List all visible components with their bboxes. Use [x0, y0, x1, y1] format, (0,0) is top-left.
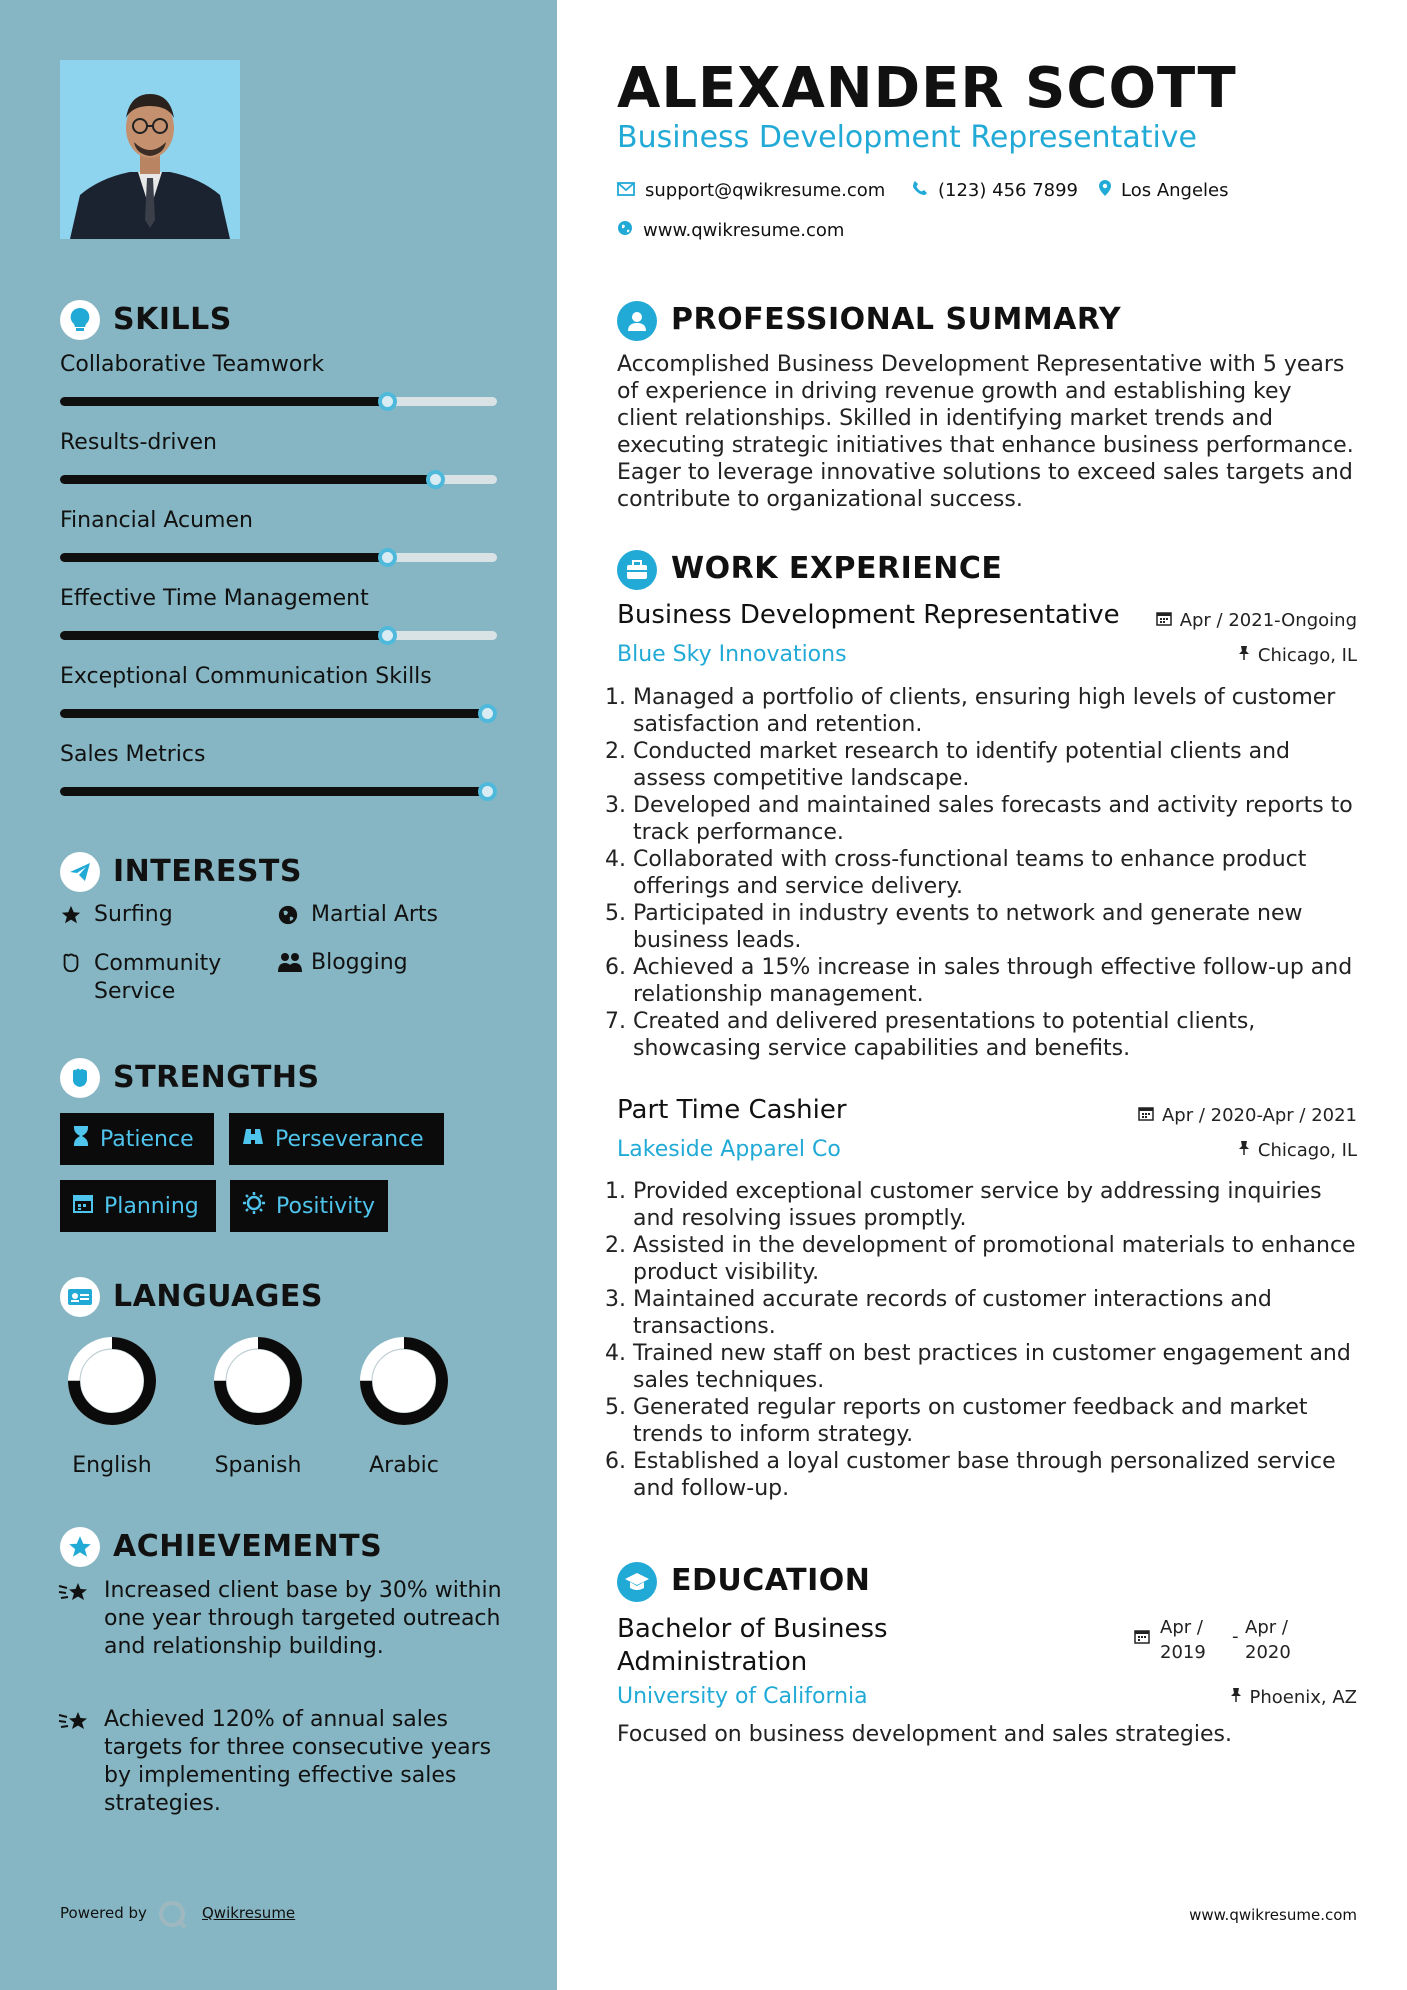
- job-dates-text: Apr / 2021-Ongoing: [1179, 610, 1357, 631]
- strength-label: Positivity: [276, 1193, 376, 1219]
- job-dates-text: Apr / 2020-Apr / 2021: [1161, 1105, 1357, 1126]
- hourglass-icon: [72, 1125, 90, 1153]
- achievements-heading: ACHIEVEMENTS: [113, 1529, 383, 1564]
- language-item: [212, 1335, 313, 1478]
- location-text: Los Angeles: [1121, 180, 1229, 201]
- skill-label: Effective Time Management: [60, 586, 369, 611]
- contact-website[interactable]: [617, 220, 844, 241]
- skill-label: Results-driven: [60, 430, 217, 455]
- job-location-text: Chicago, IL: [1257, 645, 1357, 666]
- strength-label: Planning: [104, 1193, 199, 1219]
- school-location-text: Phoenix, AZ: [1249, 1687, 1357, 1708]
- experience-heading: WORK EXPERIENCE: [671, 551, 1003, 586]
- contact-location: [1099, 180, 1229, 201]
- hand-icon: [60, 950, 84, 980]
- school-name: University of California: [617, 1684, 868, 1709]
- interest-label: Martial Arts: [311, 902, 439, 927]
- skill-bar-fill: [60, 553, 388, 562]
- education-end-date: [1245, 1615, 1291, 1665]
- main-content: [557, 0, 1407, 1990]
- contact-phone[interactable]: [912, 180, 1078, 201]
- interest-item-martial-arts: [277, 902, 517, 932]
- company-name: Lakeside Apparel Co: [617, 1137, 841, 1162]
- calendar-icon: [1156, 610, 1172, 631]
- phone-icon: [912, 180, 928, 201]
- responsibility-item: 1. Managed a portfolio of clients, ensuring high levels of customer satisfaction and retention.: [633, 684, 1369, 738]
- languages-heading: LANGUAGES: [113, 1279, 323, 1314]
- profile-photo: [60, 60, 240, 239]
- skill-bar-fill: [60, 475, 436, 484]
- job-title: Business Development Representative: [617, 600, 1120, 630]
- graduation-cap-icon: [617, 1562, 657, 1602]
- skill-label: Sales Metrics: [60, 742, 206, 767]
- paper-plane-icon: [60, 852, 100, 892]
- language-item: [66, 1335, 167, 1478]
- education-start-date: [1160, 1615, 1206, 1665]
- skill-bar-fill: [60, 397, 388, 406]
- globe-icon: [277, 902, 301, 932]
- language-label: Spanish: [214, 1453, 302, 1478]
- date-line: Apr /: [1245, 1617, 1288, 1638]
- strength-badge-planning: [60, 1180, 216, 1232]
- interest-item-blogging: [277, 950, 517, 980]
- responsibility-item: 4. Trained new staff on best practices in customer engagement and sales techniques.: [633, 1340, 1369, 1394]
- contact-email[interactable]: [617, 180, 885, 201]
- job-location: [1238, 1140, 1357, 1161]
- date-line: 2020: [1245, 1642, 1291, 1663]
- skill-label: Financial Acumen: [60, 508, 253, 533]
- responsibility-item: 3. Maintained accurate records of customer interactions and transactions.: [633, 1286, 1369, 1340]
- skill-level-knob: [378, 626, 397, 645]
- interest-label: Surfing: [94, 902, 173, 927]
- responsibility-item: 2. Assisted in the development of promotional materials to enhance product visibility.: [633, 1232, 1369, 1286]
- candidate-name: ALEXANDER SCOTT: [617, 56, 1237, 121]
- skill-bar-track: [60, 475, 497, 484]
- star-badge-icon: [60, 1527, 100, 1567]
- job-dates: [1156, 610, 1357, 631]
- responsibility-item: 4. Collaborated with cross-functional teams to enhance product offerings and service delivery.: [633, 846, 1369, 900]
- language-proficiency-ring: [66, 1335, 158, 1427]
- calendar-icon: [72, 1192, 94, 1220]
- responsibility-item: 3. Developed and maintained sales forecasts and activity reports to track performance.: [633, 792, 1369, 846]
- person-portrait-image: [60, 60, 240, 239]
- job-location-text: Chicago, IL: [1257, 1140, 1357, 1161]
- responsibility-item: 1. Provided exceptional customer service by addressing inquiries and resolving issues promptly.: [633, 1178, 1369, 1232]
- binoculars-icon: [241, 1126, 265, 1152]
- briefcase-icon: [617, 550, 657, 590]
- lightbulb-icon: [60, 300, 100, 340]
- footer-website[interactable]: www.qwikresume.com: [1189, 1906, 1357, 1924]
- responsibility-item: 2. Conducted market research to identify potential clients and assess competitive landscape.: [633, 738, 1369, 792]
- date-separator: -: [1232, 1626, 1239, 1647]
- skill-level-knob: [378, 548, 397, 567]
- shooting-star-icon: [58, 1580, 98, 1610]
- job-title: Part Time Cashier: [617, 1095, 847, 1125]
- skill-bar-fill: [60, 709, 488, 718]
- strengths-heading: STRENGTHS: [113, 1060, 320, 1095]
- website-text: www.qwikresume.com: [643, 220, 845, 241]
- summary-heading: PROFESSIONAL SUMMARY: [671, 302, 1122, 337]
- job-responsibilities-list: [609, 1178, 1369, 1502]
- strength-label: Patience: [100, 1126, 194, 1152]
- users-icon: [277, 950, 301, 980]
- interest-label: Community Service: [94, 951, 222, 1004]
- responsibility-item: 6. Established a loyal customer base through personalized service and follow-up.: [633, 1448, 1369, 1502]
- id-card-icon: [60, 1277, 100, 1317]
- responsibility-item: 6. Achieved a 15% increase in sales through effective follow-up and relationship management.: [633, 954, 1369, 1008]
- skill-bar-track: [60, 631, 497, 640]
- degree-title: [617, 1613, 888, 1679]
- skill-bar-track: [60, 709, 497, 718]
- job-dates: [1138, 1105, 1357, 1126]
- calendar-icon: [1134, 1628, 1150, 1648]
- job-responsibilities-list: [609, 684, 1369, 1062]
- envelope-icon: [617, 180, 635, 201]
- language-label: Arabic: [369, 1453, 439, 1478]
- company-name: Blue Sky Innovations: [617, 642, 847, 667]
- sidebar: [0, 0, 557, 1990]
- responsibility-item: 5. Generated regular reports on customer feedback and market trends to inform strategy.: [633, 1394, 1369, 1448]
- skill-bar-track: [60, 397, 497, 406]
- skill-bar-fill: [60, 631, 388, 640]
- education-description: Focused on business development and sales strategies.: [617, 1722, 1232, 1747]
- language-proficiency-ring: [212, 1335, 304, 1427]
- school-location: [1230, 1687, 1358, 1708]
- email-text: support@qwikresume.com: [645, 180, 886, 201]
- map-pin-icon: [1099, 180, 1111, 201]
- qwikresume-link[interactable]: Qwikresume: [202, 1904, 296, 1922]
- sun-icon: [242, 1191, 266, 1221]
- skill-level-knob: [378, 392, 397, 411]
- candidate-role: Business Development Representative: [617, 120, 1198, 155]
- education-heading: EDUCATION: [671, 1563, 871, 1598]
- language-proficiency-ring: [358, 1335, 450, 1427]
- responsibility-item: 5. Participated in industry events to network and generate new business leads.: [633, 900, 1369, 954]
- qwikresume-logo-icon: [158, 1900, 188, 1932]
- skill-bar-track: [60, 553, 497, 562]
- job-location: [1238, 645, 1357, 666]
- date-line: 2019: [1160, 1642, 1206, 1663]
- summary-text: Accomplished Business Development Representative with 5 years of experience in driving revenue growth and establishing key client relationships. Skilled in identifying market trends and executing strategic initiatives that enhance business performance. Eager to leverage innovative solutions to exceed sales targets and contribute to organizational success.: [617, 352, 1354, 512]
- star-icon: [60, 902, 84, 932]
- responsibility-item: 7. Created and delivered presentations to potential clients, showcasing service capabilities and benefits.: [633, 1008, 1369, 1062]
- skill-bar-fill: [60, 787, 488, 796]
- phone-text: (123) 456 7899: [938, 180, 1079, 201]
- degree-title-line: Administration: [617, 1647, 808, 1677]
- calendar-icon: [1138, 1105, 1154, 1126]
- interest-item-surfing: [60, 902, 260, 932]
- pushpin-icon: [1238, 645, 1250, 666]
- strength-badge-positivity: [230, 1180, 388, 1232]
- interest-label: Blogging: [311, 950, 408, 975]
- skill-level-knob: [478, 704, 497, 723]
- powered-by-label: Powered by: [60, 1904, 147, 1922]
- pushpin-icon: [1230, 1687, 1242, 1708]
- interests-heading: INTERESTS: [113, 854, 302, 889]
- globe-icon: [617, 220, 633, 241]
- interest-item-community-service: [60, 950, 260, 1006]
- pushpin-icon: [1238, 1140, 1250, 1161]
- skill-bar-track: [60, 787, 497, 796]
- achievement-item: Achieved 120% of annual sales targets for three consecutive years by implementing effective sales strategies.: [104, 1707, 492, 1816]
- skill-label: Exceptional Communication Skills: [60, 664, 432, 689]
- language-item: [358, 1335, 459, 1478]
- strength-badge-perseverance: [229, 1113, 444, 1165]
- skill-level-knob: [478, 782, 497, 801]
- skill-level-knob: [426, 470, 445, 489]
- degree-title-line: Bachelor of Business: [617, 1614, 888, 1644]
- skills-heading: SKILLS: [113, 302, 232, 337]
- user-icon: [617, 301, 657, 341]
- strength-label: Perseverance: [275, 1126, 424, 1152]
- skill-label: Collaborative Teamwork: [60, 352, 325, 377]
- date-line: Apr /: [1160, 1617, 1203, 1638]
- achievement-item: Increased client base by 30% within one year through targeted outreach and relationship building.: [104, 1578, 502, 1659]
- language-label: English: [72, 1453, 152, 1478]
- strength-badge-patience: [60, 1113, 214, 1165]
- shooting-star-icon: [58, 1709, 98, 1739]
- fist-icon: [60, 1058, 100, 1098]
